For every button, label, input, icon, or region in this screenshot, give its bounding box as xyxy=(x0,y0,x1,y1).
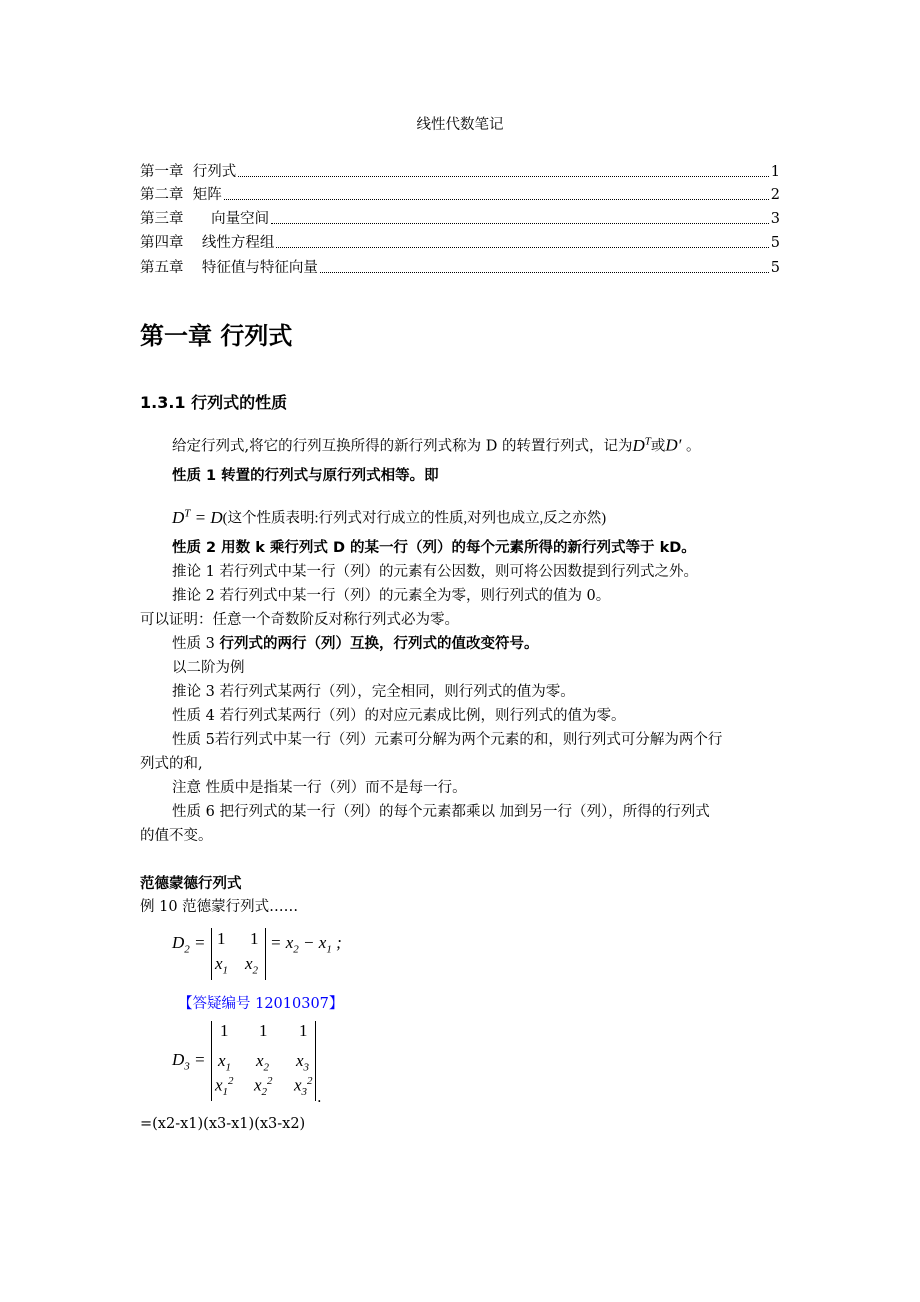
property-5: 性质 5若行列式中某一行（列）元素可分解为两个元素的和，则行列式可分解为两个行 xyxy=(172,732,723,748)
section-heading: 1.3.1 行列式的性质 xyxy=(140,393,288,412)
chapter-heading: 第一章 行列式 xyxy=(140,322,293,350)
toc-label: 第四章 线性方程组 xyxy=(140,235,275,251)
toc-entry[interactable] xyxy=(140,258,780,278)
property-1-formula xyxy=(172,503,606,529)
math-formula: $D^T = D$ xyxy=(172,507,223,527)
property-3 xyxy=(172,634,538,654)
toc-label: 第二章 矩阵 xyxy=(140,187,222,203)
property-6-cont: 的值不变。 xyxy=(140,828,213,844)
toc-page: 1 xyxy=(770,164,780,180)
corollary-1: 推论 1 若行列式中某一行（列）的元素有公因数，则可将公因数提到行列式之外。 xyxy=(172,564,698,580)
toc-page: 5 xyxy=(770,260,780,276)
toc-entry[interactable] xyxy=(140,233,780,253)
toc-label: 第三章 向量空间 xyxy=(140,211,270,227)
property-2: 性质 2 用数 k 乘行列式 D 的某一行（列）的每个元素所得的新行列式等于 kD。 xyxy=(172,540,696,556)
toc-page: 3 xyxy=(770,211,780,227)
corollary-3: 推论 3 若行列式某两行（列），完全相同，则行列式的值为零。 xyxy=(172,684,575,700)
document-page: 线性代数笔记 第一章 行列式 1 第二章 矩阵 2 第三章 向量空间 3 第四章 线性方程组 5 第五章 特征值与特征向量 5 第一章 行列式 1.3.1 行列式的性质 给定行列式,将它的行列互换所得的新行列式称为 D 的转置行列式，记为$D^T$或D′ 。 性质 1 转置的行列式与原行列式相等。即 $D^T = D$(这个性质表明:行列式对行成立的性质,对列也成立,反之亦然) 性质 2 用数 k 乘行列式 D 的某一行（列）的每个元素所得的新行列式等于 kD。 推论 1 若行列式中某一行（列）的元素有公因数，则可将公因数提到行列式之外。 推论 2 若行列式中某一行（列）的元素全为零，则行列式的值为 0。 可以证明：任意一个奇数阶反对称行列式必为零。 性质 3 行列式的两行（列）互换，行列式的值改变符号。 以二阶为例 推论 3 若行列式某两行（列），完全相同，则行列式的值为零。 性质 4 若行列式某两行（列）的对应元素成比例，则行列式的值为零。 性质 5若行列式中某一行（列）元素可分解为两个元素的和，则行列式可分解为两个行 列式的和, 注意 性质中是指某一行（列）而不是每一行。 性质 6 把行列式的某一行（列）的每个元素都乘以 加到另一行（列），所得的行列式 的值不变。 范德蒙德行列式 例 10 范德蒙行列式…… $D_2$ = 1 1 $x_1$ $x_2$ = $x_2 - x_1$ ; 【答疑编号 12010307】 $D_3$ = 1 1 1 $x_1$ $x_2$ $x_3$ $x_1^2$ $x_2^2$ $x_3^2$ . =(x2-x1)(x3-x1)(x3-x2) xyxy=(0,0,920,1302)
property-1: 性质 1 转置的行列式与原行列式相等。即 xyxy=(172,468,439,484)
corollary-2: 推论 2 若行列式中某一行（列）的元素全为零，则行列式的值为 0。 xyxy=(172,588,611,604)
toc-entry[interactable] xyxy=(140,209,780,229)
toc-leader xyxy=(276,233,768,248)
toc-label: 第五章 特征值与特征向量 xyxy=(140,260,318,276)
property-6: 性质 6 把行列式的某一行（列）的每个元素都乘以 加到另一行（列），所得的行列式 xyxy=(172,804,710,820)
toc-page: 2 xyxy=(770,187,780,203)
toc-page: 5 xyxy=(770,235,780,251)
toc-leader xyxy=(271,209,769,224)
property-5-cont: 列式的和, xyxy=(140,756,203,772)
doc-title: 线性代数笔记 xyxy=(416,117,504,133)
note: 注意 性质中是指某一行（列）而不是每一行。 xyxy=(172,780,467,796)
toc-leader xyxy=(238,162,769,177)
text: 性质 3 xyxy=(172,636,220,652)
text: 给定行列式,将它的行列互换所得的新行列式称为 D 的转置行列式，记为 xyxy=(172,438,633,455)
text: (这个性质表明:行列式对行成立的性质,对列也成立,反之亦然) xyxy=(222,510,607,527)
property-4: 性质 4 若行列式某两行（列）的对应元素成比例，则行列式的值为零。 xyxy=(172,708,626,724)
vandermonde-result: =(x2-x1)(x3-x1)(x3-x2) xyxy=(140,1116,306,1132)
toc-entry[interactable] xyxy=(140,162,780,182)
toc-entry[interactable] xyxy=(140,185,780,205)
text: 行列式的两行（列）互换，行列式的值改变符号。 xyxy=(219,636,539,652)
toc-leader xyxy=(224,185,769,200)
toc-label: 第一章 行列式 xyxy=(140,164,237,180)
toc-leader xyxy=(320,258,769,273)
text: 或 xyxy=(650,438,666,455)
vandermonde-heading: 范德蒙德行列式 xyxy=(140,876,242,892)
example-10: 例 10 范德蒙行列式…… xyxy=(140,899,299,915)
math-Dprime: D′ xyxy=(665,435,682,455)
example-2nd-order: 以二阶为例 xyxy=(172,660,245,676)
para-transpose xyxy=(172,431,700,457)
proof-note: 可以证明：任意一个奇数阶反对称行列式必为零。 xyxy=(140,612,459,628)
math-DT: $D^T$ xyxy=(632,435,651,455)
qa-id[interactable]: 【答疑编号 12010307】 xyxy=(178,996,344,1012)
text: 。 xyxy=(681,438,701,455)
